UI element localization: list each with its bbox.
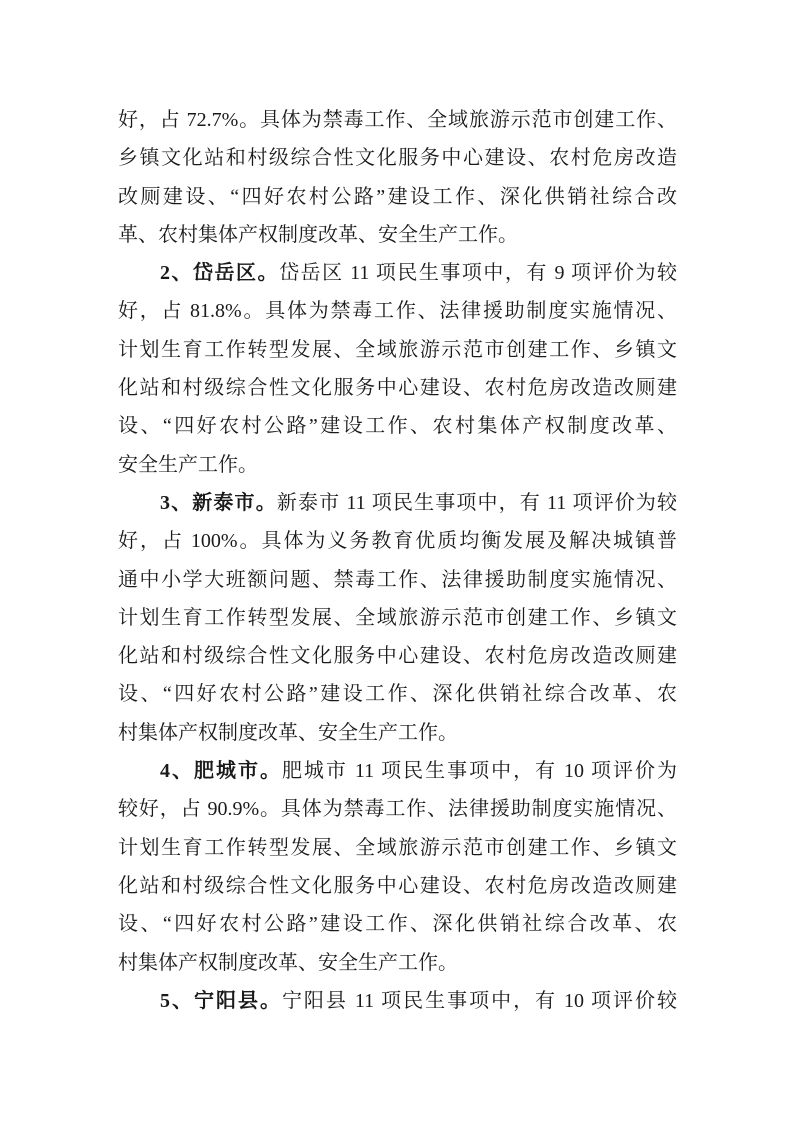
text-line bbox=[118, 446, 677, 484]
text-line bbox=[118, 637, 677, 675]
text-line bbox=[118, 867, 677, 905]
section-heading: 4、肥城市。 bbox=[160, 760, 282, 783]
line-text: 计划生育工作转型发展、全域旅游示范市创建工作、乡镇文 bbox=[118, 338, 677, 361]
text-line bbox=[118, 561, 677, 599]
text-line bbox=[118, 101, 677, 139]
section-heading: 5、宁阳县。 bbox=[160, 989, 282, 1012]
text-line bbox=[118, 254, 677, 292]
section-heading: 2、岱岳区。 bbox=[160, 262, 280, 285]
text-line bbox=[118, 216, 677, 254]
paragraph bbox=[118, 254, 677, 484]
text-line bbox=[118, 139, 677, 177]
text-line bbox=[118, 484, 677, 522]
line-text: 化站和村级综合性文化服务中心建设、农村危房改造改厕建 bbox=[118, 377, 677, 400]
text-line bbox=[118, 292, 677, 330]
line-text: 好，占 72.7%。具体为禁毒工作、全域旅游示范市创建工作、 bbox=[118, 109, 677, 131]
line-text: 乡镇文化站和村级综合性文化服务中心建设、农村危房改造 bbox=[118, 147, 677, 170]
line-text: 化站和村级综合性文化服务中心建设、农村危房改造改厕建 bbox=[118, 874, 677, 897]
line-text: 新泰市 11 项民生事项中，有 11 项评价为较 bbox=[276, 491, 678, 514]
paragraph bbox=[118, 101, 677, 254]
line-text: 好，占 100%。具体为义务教育优质均衡发展及解决城镇普 bbox=[118, 530, 677, 553]
text-line bbox=[118, 369, 677, 407]
line-text: 设、“四好农村公路”建设工作、深化供销社综合改革、农 bbox=[118, 683, 677, 706]
text-line bbox=[118, 752, 677, 790]
line-text: 改厕建设、“四好农村公路”建设工作、深化供销社综合改 bbox=[118, 185, 677, 208]
line-text: 肥城市 11 项民生事项中，有 10 项评价为 bbox=[281, 760, 677, 783]
line-text: 革、农村集体产权制度改革、安全生产工作。 bbox=[118, 223, 518, 246]
paragraph bbox=[118, 484, 677, 752]
text-line bbox=[118, 829, 677, 867]
line-text: 通中小学大班额问题、禁毒工作、法律援助制度实施情况、 bbox=[118, 568, 677, 591]
line-text: 计划生育工作转型发展、全域旅游示范市创建工作、乡镇文 bbox=[118, 606, 677, 629]
text-line bbox=[118, 522, 677, 560]
text-line bbox=[118, 944, 677, 982]
text-line bbox=[118, 407, 677, 445]
document-page bbox=[118, 101, 677, 1020]
line-text: 岱岳区 11 项民生事项中，有 9 项评价为较 bbox=[279, 262, 677, 285]
text-line bbox=[118, 982, 677, 1020]
line-text: 村集体产权制度改革、安全生产工作。 bbox=[118, 721, 458, 744]
section-heading: 3、新泰市。 bbox=[160, 491, 277, 514]
line-text: 设、“四好农村公路”建设工作、深化供销社综合改革、农 bbox=[118, 913, 677, 936]
line-text: 化站和村级综合性文化服务中心建设、农村危房改造改厕建 bbox=[118, 645, 677, 668]
line-text: 好，占 81.8%。具体为禁毒工作、法律援助制度实施情况、 bbox=[118, 300, 677, 323]
text-line bbox=[118, 790, 677, 828]
text-line bbox=[118, 331, 677, 369]
text-line bbox=[118, 714, 677, 752]
text-line bbox=[118, 905, 677, 943]
line-text: 较好，占 90.9%。具体为禁毒工作、法律援助制度实施情况、 bbox=[118, 798, 677, 821]
line-text: 村集体产权制度改革、安全生产工作。 bbox=[118, 951, 458, 974]
line-text: 安全生产工作。 bbox=[118, 453, 258, 476]
text-line bbox=[118, 599, 677, 637]
paragraph bbox=[118, 752, 677, 982]
line-text: 设、“四好农村公路”建设工作、农村集体产权制度改革、 bbox=[118, 415, 677, 438]
text-line bbox=[118, 675, 677, 713]
line-text: 宁阳县 11 项民生事项中，有 10 项评价较 bbox=[281, 989, 677, 1012]
paragraph bbox=[118, 982, 677, 1020]
text-line bbox=[118, 178, 677, 216]
line-text: 计划生育工作转型发展、全域旅游示范市创建工作、乡镇文 bbox=[118, 836, 677, 859]
